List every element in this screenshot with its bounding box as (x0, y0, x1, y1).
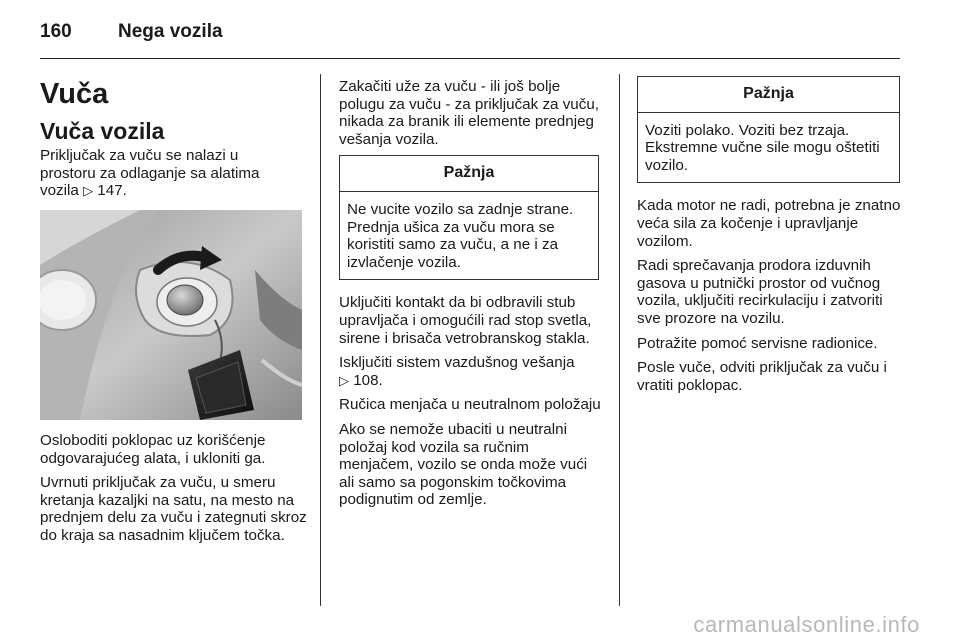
section-heading: Vuča (40, 78, 109, 110)
note-exhaust-gases: Radi sprečavanja prodora izduvnih gasova u putnički prostor od vučnog vozila, uključiti recirkulaciju i zatvoriti sve prozore na vozilu. (637, 257, 883, 327)
air-suspension-text: Isključiti sistem vazdušnog vešanja (339, 354, 575, 372)
column-divider-1 (320, 74, 321, 606)
instruction-air-suspension (339, 354, 601, 389)
caution-body: Voziti polako. Voziti bez trzaja. Ekstremne vučne sile mogu oštetiti vozilo. (645, 121, 880, 174)
instruction-remove-cover: Osloboditi poklopac uz korišćenje odgovarajućeg alata, i ukloniti ga. (40, 432, 266, 467)
subsection-heading: Vuča vozila (40, 118, 165, 144)
intro-paragraph (40, 147, 280, 200)
instruction-ignition: Uključiti kontakt da bi odbravili stub upravljača i omogućili rad stop svetla, sirene i brisača vetrobranskog stakla. (339, 294, 592, 347)
column-divider-2 (619, 74, 620, 606)
col3-content (637, 74, 902, 401)
caution-box-2 (637, 76, 900, 183)
caution-title: Pažnja (638, 77, 899, 113)
air-suspension-page-ref: 108. (349, 371, 383, 389)
instruction-screw-tow-eye: Uvrnuti priključak za vuču, u smeru kretanja kazaljki na satu, na mesto na prednjem delu za vuču i zategnuti skroz do kraja sa nasadnim ključem točka. (40, 474, 307, 544)
header-rule (40, 58, 900, 59)
arrow-reference-icon: ▷ (339, 372, 349, 388)
instruction-neutral: Ručica menjača u neutralnom položaju (339, 396, 601, 414)
col1-instructions (40, 432, 310, 552)
note-engine-off: Kada motor ne radi, potrebna je znatno veća sila za kočenje i upravljanje vozilom. (637, 197, 901, 250)
instruction-attach-rope: Zakačiti uže za vuču - ili još bolje polugu za vuču - za priključak za vuču, nikada za branik ili elemente prednjeg vešanja vozila. (339, 78, 600, 148)
intro-page-ref: 147. (93, 182, 127, 200)
col2-content (339, 78, 601, 516)
watermark: carmanualsonline.info (693, 612, 920, 637)
tow-eye-illustration (40, 210, 302, 420)
arrow-reference-icon: ▷ (83, 183, 94, 199)
instruction-manual-gearbox: Ako se nemože ubaciti u neutralni položaj kod vozila sa ručnim menjačem, vozilo se onda može vući ali samo sa pogonskim točkovima podignutim od zemlje. (339, 420, 588, 509)
caution-body: Ne vucite vozilo sa zadnje strane. Prednja ušica za vuču mora se koristiti samo za vuču, a ne i za izvlačenje vozila. (347, 200, 574, 271)
caution-box-1 (339, 155, 599, 280)
caution-title: Pažnja (340, 156, 598, 192)
page-number: 160 (40, 21, 72, 42)
intro-text: Priključak za vuču se nalazi u prostoru za odlaganje sa alatima vozila (40, 147, 260, 200)
note-after-towing: Posle vuče, odviti priključak za vuču i vratiti poklopac. (637, 359, 887, 394)
chapter-title: Nega vozila (118, 21, 223, 42)
note-service: Potražite pomoć servisne radionice. (637, 334, 878, 352)
page-header (40, 21, 223, 43)
